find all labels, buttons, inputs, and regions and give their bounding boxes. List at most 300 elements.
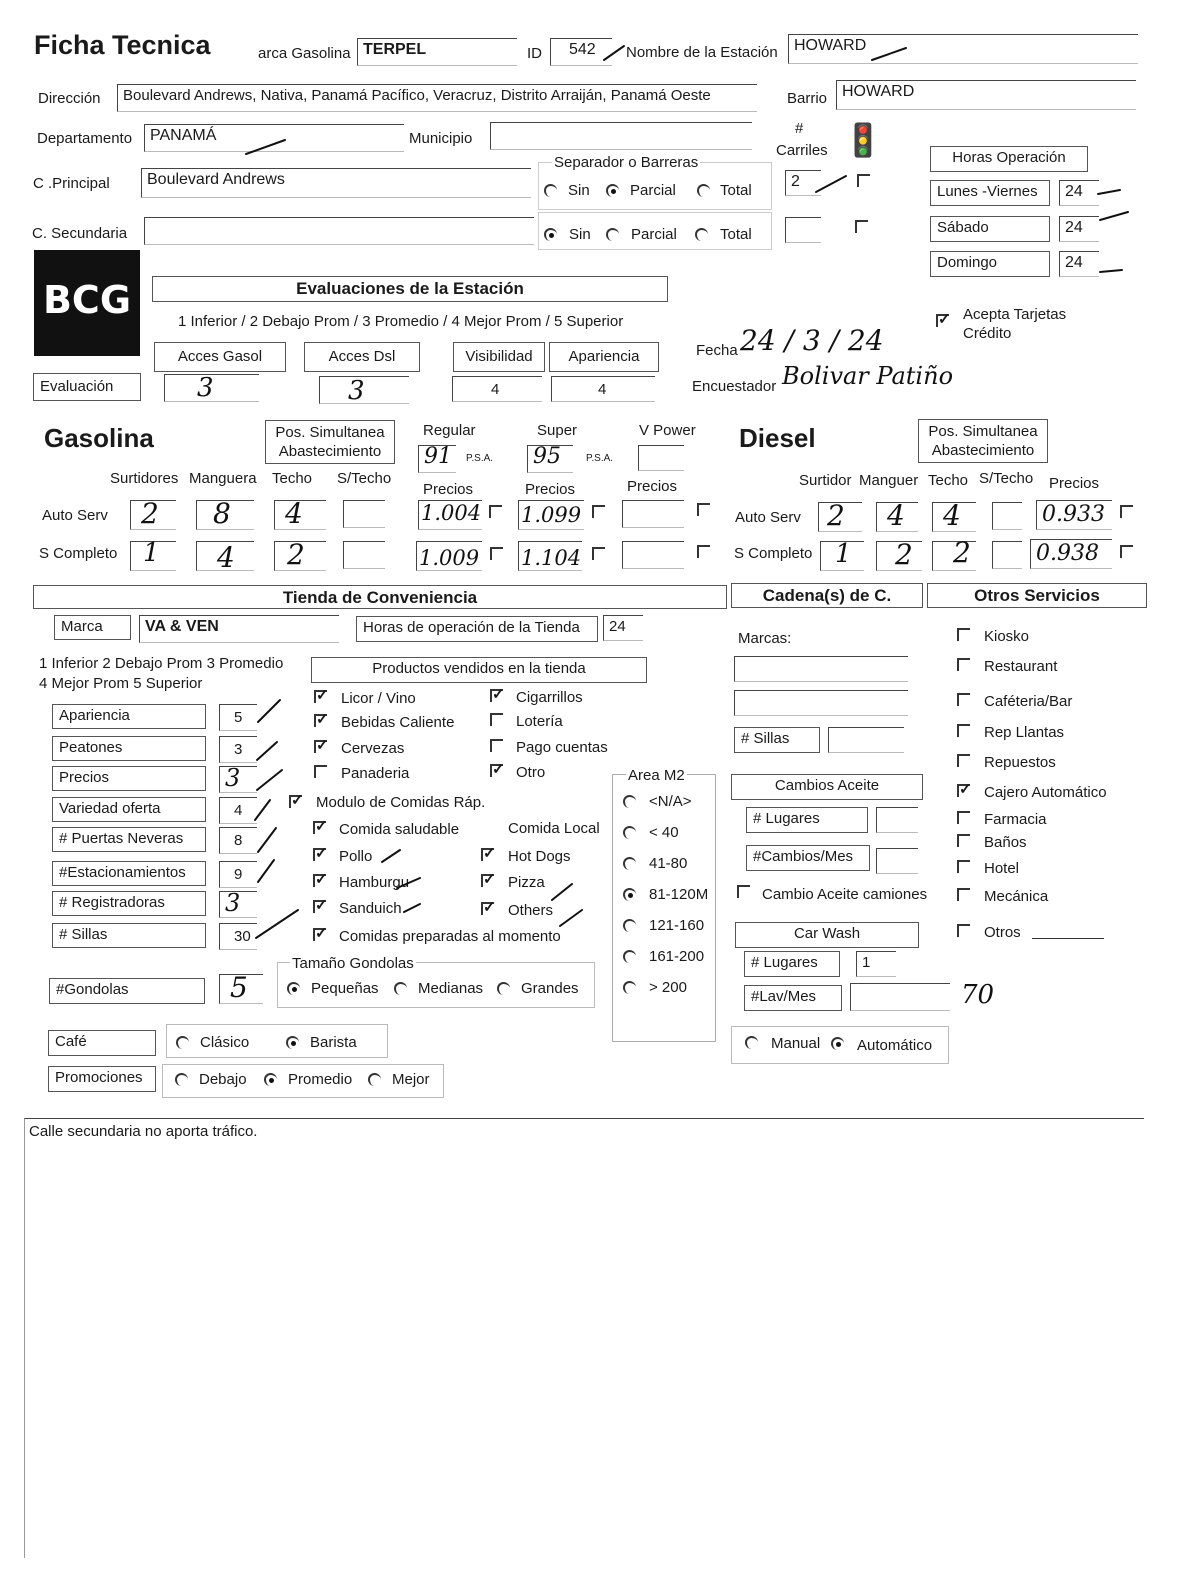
gas-completo-stecho-field[interactable]: [343, 541, 385, 569]
horas-domingo-value: 24: [1065, 254, 1083, 271]
tienda-horas-label: Horas de operación de la Tienda: [356, 616, 598, 642]
regular-psa-label: P.S.A.: [466, 453, 494, 464]
regular-octane-value: 91: [424, 444, 452, 469]
diesel-completo-techo-field[interactable]: [932, 536, 976, 571]
departamento-label: Departamento: [37, 130, 133, 147]
servicio-kiosko-label: Kiosko: [984, 628, 1030, 645]
cadena-title: Cadena(s) de C.: [731, 583, 923, 608]
servicio-banos-label: Baños: [984, 834, 1027, 851]
comida-hot-dogs-checkbox[interactable]: [481, 848, 494, 861]
servicio-repuestos-label: Repuestos: [984, 754, 1056, 771]
servicio-hotel-label: Hotel: [984, 860, 1020, 877]
servicio-cajero-automatico-label: Cajero Automático: [984, 784, 1107, 801]
cambios-lugares-field[interactable]: [876, 807, 918, 833]
carriles-field-2[interactable]: [785, 217, 821, 243]
surtidores-header: Surtidores: [110, 470, 179, 487]
horas-operacion-label: Horas Operación: [930, 146, 1088, 172]
area-n-a-label: <N/A>: [649, 793, 692, 810]
municipio-field[interactable]: [490, 122, 752, 150]
comida-pollo-checkbox[interactable]: [313, 848, 326, 861]
promocion-mejor-radio[interactable]: [368, 1073, 381, 1086]
apariencia-eval-field[interactable]: [551, 376, 655, 402]
id-value: 542: [569, 41, 596, 58]
servicio-otros-checkbox[interactable]: [957, 924, 970, 937]
tienda-marca-label: Marca: [54, 615, 131, 640]
gas-completo-super-precio-field[interactable]: [518, 541, 582, 571]
diesel-auto-precio-value: 0.933: [1042, 502, 1105, 527]
separador-row2-parcial-radio[interactable]: [606, 228, 619, 241]
departamento-field[interactable]: [144, 124, 404, 152]
separador-row1-parcial-radio[interactable]: [606, 184, 619, 197]
metric-value-registradoras: 3: [225, 889, 241, 917]
diesel-completo-techo-value: 2: [953, 536, 971, 569]
horas-domingo-field[interactable]: [1059, 251, 1099, 277]
producto-bebidas-caliente-checkbox[interactable]: [314, 714, 327, 727]
tamano-grandes-radio[interactable]: [497, 982, 510, 995]
tamano-grandes-label: Grandes: [521, 980, 579, 997]
area-81-120m-label: 81-120M: [649, 886, 709, 903]
regular-label: Regular: [423, 422, 476, 439]
vpower-label: V Power: [639, 422, 696, 439]
metric-value-sillas: 30: [234, 928, 251, 945]
horas-sabado-label: Sábado: [930, 216, 1050, 242]
horas-lunes-field[interactable]: [1059, 180, 1099, 206]
metric-field-peatones[interactable]: [219, 736, 257, 763]
tamano-gondolas-label: Tamaño Gondolas: [292, 955, 414, 972]
metric-label-registradoras: # Registradoras: [52, 891, 206, 916]
tienda-title: Tienda de Conveniencia: [33, 585, 727, 609]
regular-octane-field[interactable]: [418, 445, 456, 473]
gas-completo-super-precio-value: 1.104: [521, 546, 582, 570]
servicio-farmacia-label: Farmacia: [984, 811, 1047, 828]
comida-pollo-label: Pollo: [339, 848, 373, 865]
gas-completo-vpower-check[interactable]: [697, 545, 710, 558]
marca-gasolina-field[interactable]: [357, 38, 517, 66]
metric-label-precios: Precios: [52, 766, 206, 791]
diesel-completo-precio-field[interactable]: [1030, 539, 1112, 569]
id-field[interactable]: [550, 38, 612, 66]
otros-servicios-title: Otros Servicios: [927, 583, 1147, 608]
gas-auto-super-precio-value: 1.099: [521, 503, 582, 527]
productos-title: Productos vendidos en la tienda: [311, 657, 647, 683]
evaluaciones-scale: 1 Inferior / 2 Debajo Prom / 3 Promedio / 4 Mejor Prom / 5 Superior: [178, 313, 624, 330]
diesel-auto-manguera-value: 4: [887, 499, 905, 532]
lav-mes-label: #Lav/Mes: [744, 985, 842, 1011]
cafe-clasico-label: Clásico: [200, 1034, 250, 1051]
stecho-header: S/Techo: [337, 470, 392, 487]
metric-field-variedad-oferta[interactable]: [219, 797, 257, 824]
separador-row2-parcial-label: Parcial: [631, 226, 677, 243]
cambio-aceite-camiones-label: Cambio Aceite camiones: [762, 886, 928, 903]
comida-comida-saludable-checkbox[interactable]: [313, 821, 326, 834]
horas-lunes-label: Lunes -Viernes: [930, 180, 1050, 206]
cafe-barista-radio[interactable]: [286, 1036, 299, 1049]
cafe-clasico-radio[interactable]: [176, 1036, 189, 1049]
precios-super-header: Precios: [525, 481, 576, 498]
carwash-lugares-value: 1: [862, 954, 871, 971]
lav-mes-value: 70: [961, 980, 995, 1010]
comentarios-text: Calle secundaria no aporta tráfico.: [29, 1123, 258, 1140]
bcg-logo-text: BCG: [42, 278, 132, 322]
metric-label-sillas: # Sillas: [52, 923, 206, 948]
metric-field-registradoras[interactable]: [219, 891, 257, 918]
gondolas-value: 5: [230, 971, 248, 1004]
producto-loteria-label: Lotería: [516, 713, 563, 730]
separador-row1-parcial-label: Parcial: [630, 182, 676, 199]
gas-auto-manguera-value: 8: [213, 497, 231, 530]
visibilidad-label: Visibilidad: [453, 342, 545, 372]
diesel-title: Diesel: [739, 423, 816, 453]
modulo-comidas-checkbox[interactable]: [289, 795, 302, 808]
producto-pago-cuentas-label: Pago cuentas: [516, 739, 608, 756]
horas-lunes-value: 24: [1065, 183, 1083, 200]
metric-label-apariencia: Apariencia: [52, 704, 206, 729]
tienda-horas-value: 24: [609, 618, 626, 635]
diesel-precios-header: Precios: [1049, 475, 1100, 492]
metric-field-sillas[interactable]: [219, 923, 257, 950]
comida-sanduich-checkbox[interactable]: [313, 900, 326, 913]
acces-gasol-value: 3: [197, 373, 214, 403]
gas-completo-surtidores-field[interactable]: [130, 538, 176, 571]
carriles-check-1[interactable]: [857, 174, 870, 187]
area-121-160-radio[interactable]: [623, 919, 636, 932]
separador-row2-total-label: Total: [720, 226, 752, 243]
metric-label-puertas-neveras: # Puertas Neveras: [52, 827, 206, 852]
diesel-completo-manguera-value: 2: [895, 538, 913, 571]
otros-blank-line: [1032, 938, 1104, 939]
visibilidad-field[interactable]: [452, 376, 542, 402]
nombre-estacion-field[interactable]: [788, 34, 1138, 64]
cafe-label: Café: [48, 1030, 156, 1056]
comida-hamburgu-checkbox[interactable]: [313, 874, 326, 887]
servicio-cafeteria-bar-label: Caféteria/Bar: [984, 693, 1073, 710]
gas-auto-regular-precio-value: 1.004: [421, 501, 482, 525]
area-81-120m-radio[interactable]: [623, 888, 636, 901]
separador-row2-sin-label: Sin: [569, 226, 591, 243]
gas-auto-regular-check[interactable]: [489, 505, 502, 518]
producto-loteria-checkbox[interactable]: [490, 713, 503, 726]
tienda-horas-field[interactable]: [603, 615, 643, 641]
cadena-sillas-field[interactable]: [828, 727, 904, 753]
promocion-promedio-radio[interactable]: [264, 1073, 277, 1086]
gas-auto-surtidores-value: 2: [141, 497, 159, 530]
calle-secundaria-label: C. Secundaria: [32, 225, 128, 242]
nombre-estacion-label: Nombre de la Estación: [626, 44, 778, 61]
calle-secundaria-field[interactable]: [144, 217, 534, 245]
fecha-label: Fecha: [696, 342, 738, 359]
encuestador-label: Encuestador: [692, 378, 777, 395]
separador-row2-sin-radio[interactable]: [544, 228, 557, 241]
tienda-scale-line1: 1 Inferior 2 Debajo Prom 3 Promedio: [39, 655, 284, 672]
promocion-promedio-label: Promedio: [288, 1071, 353, 1088]
traffic-light-icon: 🚦: [843, 122, 883, 158]
servicio-repuestos-checkbox[interactable]: [957, 754, 970, 767]
area-200-radio[interactable]: [623, 981, 636, 994]
horas-sabado-field[interactable]: [1059, 216, 1099, 242]
cambios-aceite-label: Cambios Aceite: [731, 774, 923, 800]
diesel-auto-precio-field[interactable]: [1036, 500, 1112, 530]
area-41-80-label: 41-80: [649, 855, 688, 872]
gas-auto-vpower-check[interactable]: [697, 503, 710, 516]
servicio-restaurant-label: Restaurant: [984, 658, 1058, 675]
bcg-logo: [34, 250, 140, 356]
area-n-a-radio[interactable]: [623, 795, 636, 808]
lav-mes-field[interactable]: [850, 980, 995, 1011]
horas-sabado-value: 24: [1065, 219, 1083, 236]
super-octane-value: 95: [533, 444, 561, 469]
producto-cigarrillos-label: Cigarrillos: [516, 689, 583, 706]
gas-completo-regular-precio-field[interactable]: [416, 541, 482, 571]
comida-others-checkbox[interactable]: [481, 902, 494, 915]
gas-completo-vpower-precio-field[interactable]: [622, 541, 684, 569]
diesel-auto-techo-value: 4: [943, 499, 961, 532]
acces-gasol-field[interactable]: [164, 374, 259, 402]
comida-hot-dogs-label: Hot Dogs: [508, 848, 571, 865]
servicio-otros-label: Otros: [984, 924, 1021, 941]
techo-header: Techo: [272, 470, 313, 487]
diesel-completo-precio-check[interactable]: [1120, 545, 1133, 558]
cambio-aceite-camiones-checkbox[interactable]: [737, 885, 750, 898]
comentarios-textarea[interactable]: [24, 1118, 1144, 1558]
servicio-cafeteria-bar-checkbox[interactable]: [957, 693, 970, 706]
diesel-auto-stecho-field[interactable]: [992, 502, 1022, 530]
comida-hamburgu-label: Hamburgu: [339, 874, 410, 891]
gas-completo-manguera-value: 4: [217, 541, 235, 574]
fecha-value: 24 / 3 / 24: [740, 324, 884, 357]
area-40-radio[interactable]: [623, 826, 636, 839]
producto-bebidas-caliente-label: Bebidas Caliente: [341, 714, 455, 731]
gas-auto-serv-label: Auto Serv: [42, 507, 108, 524]
promociones-label: Promociones: [48, 1066, 156, 1092]
comida-local-label: Comida Local: [508, 820, 600, 837]
diesel-completo-surtidor-value: 1: [835, 539, 852, 569]
comida-pizza-label: Pizza: [508, 874, 545, 891]
gas-auto-manguera-field[interactable]: [196, 497, 254, 530]
modulo-comidas-label: Modulo de Comidas Ráp.: [316, 794, 486, 811]
super-label: Super: [537, 422, 578, 439]
diesel-surtidor-header: Surtidor: [799, 472, 852, 489]
gas-s-completo-label: S Completo: [39, 545, 118, 562]
cadena-marca-field-2[interactable]: [734, 690, 908, 716]
comida-sanduich-label: Sanduich: [339, 900, 402, 917]
gas-completo-techo-field[interactable]: [274, 538, 326, 571]
producto-cervezas-label: Cervezas: [341, 740, 405, 757]
diesel-techo-header: Techo: [928, 472, 969, 489]
gas-completo-techo-value: 2: [287, 538, 305, 571]
comida-others-label: Others: [508, 902, 554, 919]
servicio-banos-checkbox[interactable]: [957, 834, 970, 847]
metric-field-estacionamientos[interactable]: [219, 861, 257, 888]
calle-principal-label: C .Principal: [33, 175, 110, 192]
separador-row1-total-radio[interactable]: [697, 184, 710, 197]
diesel-completo-manguera-field[interactable]: [876, 538, 922, 571]
gas-auto-super-check[interactable]: [592, 505, 605, 518]
metric-field-apariencia[interactable]: [219, 704, 257, 731]
diesel-completo-precio-value: 0.938: [1036, 541, 1099, 566]
visibilidad-value: 4: [491, 381, 500, 398]
servicio-cajero-automatico-checkbox[interactable]: [957, 784, 970, 797]
direccion-value: Boulevard Andrews, Nativa, Panamá Pacífico, Veracruz, Distrito Arraiján, Panamá Oeste: [123, 87, 711, 104]
area-121-160-label: 121-160: [649, 917, 705, 934]
apariencia-eval-label: Apariencia: [549, 342, 659, 372]
metric-field-precios[interactable]: [219, 766, 257, 793]
car-wash-label: Car Wash: [735, 922, 919, 948]
cadena-marca-field-1[interactable]: [734, 656, 908, 682]
diesel-completo-surtidor-field[interactable]: [820, 541, 864, 571]
carriles-field-1[interactable]: [785, 170, 821, 196]
tienda-marca-value: VA & VEN: [145, 618, 219, 635]
servicio-rep-llantas-checkbox[interactable]: [957, 724, 970, 737]
gas-completo-surtidores-value: 1: [143, 538, 160, 568]
producto-otro-label: Otro: [516, 764, 546, 781]
evaluacion-label: Evaluación: [33, 373, 141, 401]
diesel-auto-serv-label: Auto Serv: [735, 509, 801, 526]
acces-dsl-label: Acces Dsl: [304, 342, 420, 372]
separador-row1-total-label: Total: [720, 182, 752, 199]
servicio-rep-llantas-label: Rep Llantas: [984, 724, 1065, 741]
horas-domingo-label: Domingo: [930, 251, 1050, 277]
promocion-mejor-label: Mejor: [392, 1071, 430, 1088]
tamano-pequenas-radio[interactable]: [287, 982, 300, 995]
diesel-auto-surtidor-field[interactable]: [818, 499, 862, 532]
lav-automatico-label: Automático: [857, 1037, 933, 1054]
carriles-label: Carriles: [776, 142, 828, 159]
super-octane-field[interactable]: [527, 445, 573, 473]
tienda-scale-line2: 4 Mejor Prom 5 Superior: [39, 675, 203, 692]
direccion-field[interactable]: [117, 84, 757, 112]
gas-completo-regular-check[interactable]: [490, 547, 503, 560]
cadena-marcas-label: Marcas:: [738, 630, 792, 647]
producto-pago-cuentas-checkbox[interactable]: [490, 739, 503, 752]
carwash-lugares-field[interactable]: [856, 951, 896, 977]
gas-auto-techo-field[interactable]: [274, 497, 326, 530]
servicio-mecanica-checkbox[interactable]: [957, 888, 970, 901]
acepta-tarjetas-label: Acepta Tarjetas Crédito: [963, 306, 1067, 342]
metric-value-precios: 3: [225, 764, 241, 792]
tienda-marca-field[interactable]: [139, 615, 339, 643]
promocion-debajo-label: Debajo: [199, 1071, 247, 1088]
cafe-barista-label: Barista: [310, 1034, 357, 1051]
tamano-medianas-label: Medianas: [418, 980, 484, 997]
diesel-s-completo-label: S Completo: [734, 545, 813, 562]
gas-auto-stecho-field[interactable]: [343, 500, 385, 528]
acces-dsl-value: 3: [348, 376, 365, 406]
metric-label-variedad-oferta: Variedad oferta: [52, 797, 206, 822]
servicio-hotel-checkbox[interactable]: [957, 860, 970, 873]
vpower-octane-field[interactable]: [638, 445, 684, 471]
precios-vpower-header: Precios: [627, 478, 678, 495]
metric-value-peatones: 3: [234, 741, 243, 758]
metric-value-apariencia: 5: [234, 709, 243, 726]
gondolas-field[interactable]: [219, 971, 263, 1004]
gasolina-pos-simultanea: Pos. Simultanea Abastecimiento: [265, 420, 395, 464]
diesel-manguer-header: Manguer: [859, 472, 919, 489]
carriles-value-1: 2: [791, 173, 800, 190]
barrio-field[interactable]: [836, 80, 1136, 110]
producto-otro-checkbox[interactable]: [490, 764, 503, 777]
diesel-completo-stecho-field[interactable]: [992, 541, 1022, 569]
cambios-lugares-label: # Lugares: [746, 807, 868, 833]
precios-regular-header: Precios: [423, 481, 474, 498]
barrio-value: HOWARD: [842, 83, 915, 100]
producto-licor-vino-checkbox[interactable]: [314, 690, 327, 703]
diesel-auto-manguera-field[interactable]: [876, 499, 918, 532]
tamano-pequenas-label: Pequeñas: [311, 980, 379, 997]
producto-cervezas-checkbox[interactable]: [314, 740, 327, 753]
acepta-tarjetas-checkbox[interactable]: [936, 314, 949, 327]
gas-auto-super-precio-field[interactable]: [518, 500, 584, 530]
lav-manual-label: Manual: [771, 1035, 821, 1052]
area-41-80-radio[interactable]: [623, 857, 636, 870]
producto-licor-vino-label: Licor / Vino: [341, 690, 416, 707]
producto-panaderia-checkbox[interactable]: [314, 765, 327, 778]
area-200-label: > 200: [649, 979, 687, 996]
separador-row1-sin-radio[interactable]: [544, 184, 557, 197]
cadena-sillas-label: # Sillas: [734, 727, 820, 753]
gas-auto-regular-precio-field[interactable]: [418, 500, 482, 530]
separador-row1-sin-label: Sin: [568, 182, 590, 199]
producto-cigarrillos-checkbox[interactable]: [490, 689, 503, 702]
area-group: [612, 774, 716, 1042]
metric-value-variedad-oferta: 4: [234, 802, 243, 819]
tamano-medianas-radio[interactable]: [394, 982, 407, 995]
comida-comidas-preparadas-al-momento-label: Comidas preparadas al momento: [339, 928, 561, 945]
evaluaciones-title: Evaluaciones de la Estación: [152, 276, 668, 302]
direccion-label: Dirección: [38, 90, 101, 107]
comida-comida-saludable-label: Comida saludable: [339, 821, 460, 838]
apariencia-eval-value: 4: [598, 381, 607, 398]
metric-label-peatones: Peatones: [52, 736, 206, 761]
lav-automatico-radio[interactable]: [831, 1037, 844, 1050]
municipio-label: Municipio: [409, 130, 473, 147]
servicio-kiosko-checkbox[interactable]: [957, 628, 970, 641]
servicio-restaurant-checkbox[interactable]: [957, 658, 970, 671]
gas-auto-surtidores-field[interactable]: [130, 497, 176, 530]
carriles-hash: #: [795, 120, 804, 137]
promocion-debajo-radio[interactable]: [175, 1073, 188, 1086]
separador-row2-total-radio[interactable]: [695, 228, 708, 241]
diesel-auto-surtidor-value: 2: [827, 499, 845, 532]
gas-completo-manguera-field[interactable]: [196, 541, 254, 574]
carriles-check-2[interactable]: [855, 220, 868, 233]
cambios-mes-field[interactable]: [876, 848, 918, 874]
gas-auto-techo-value: 4: [285, 497, 303, 530]
comida-pizza-checkbox[interactable]: [481, 874, 494, 887]
departamento-value: PANAMÁ: [150, 127, 217, 144]
servicio-mecanica-label: Mecánica: [984, 888, 1049, 905]
diesel-auto-precio-check[interactable]: [1120, 505, 1133, 518]
calle-principal-field[interactable]: [141, 168, 531, 198]
gas-auto-vpower-precio-field[interactable]: [622, 500, 684, 528]
diesel-pos-simultanea: Pos. Simultanea Abastecimiento: [918, 419, 1048, 463]
id-label: ID: [527, 45, 542, 62]
manguera-header: Manguera: [189, 470, 257, 487]
metric-field-puertas-neveras[interactable]: [219, 827, 257, 854]
acces-dsl-field[interactable]: [319, 376, 409, 404]
gas-completo-super-check[interactable]: [592, 547, 605, 560]
diesel-auto-techo-field[interactable]: [932, 499, 976, 532]
comida-comidas-preparadas-al-momento-checkbox[interactable]: [313, 928, 326, 941]
gasolina-title: Gasolina: [44, 423, 154, 453]
carwash-lugares-label: # Lugares: [744, 951, 840, 977]
producto-panaderia-label: Panaderia: [341, 765, 410, 782]
area-161-200-radio[interactable]: [623, 950, 636, 963]
lav-manual-radio[interactable]: [745, 1036, 758, 1049]
super-psa-label: P.S.A.: [586, 453, 614, 464]
marca-gasolina-label: arca Gasolina: [258, 45, 351, 62]
nombre-estacion-value: HOWARD: [794, 37, 867, 54]
servicio-farmacia-checkbox[interactable]: [957, 811, 970, 824]
